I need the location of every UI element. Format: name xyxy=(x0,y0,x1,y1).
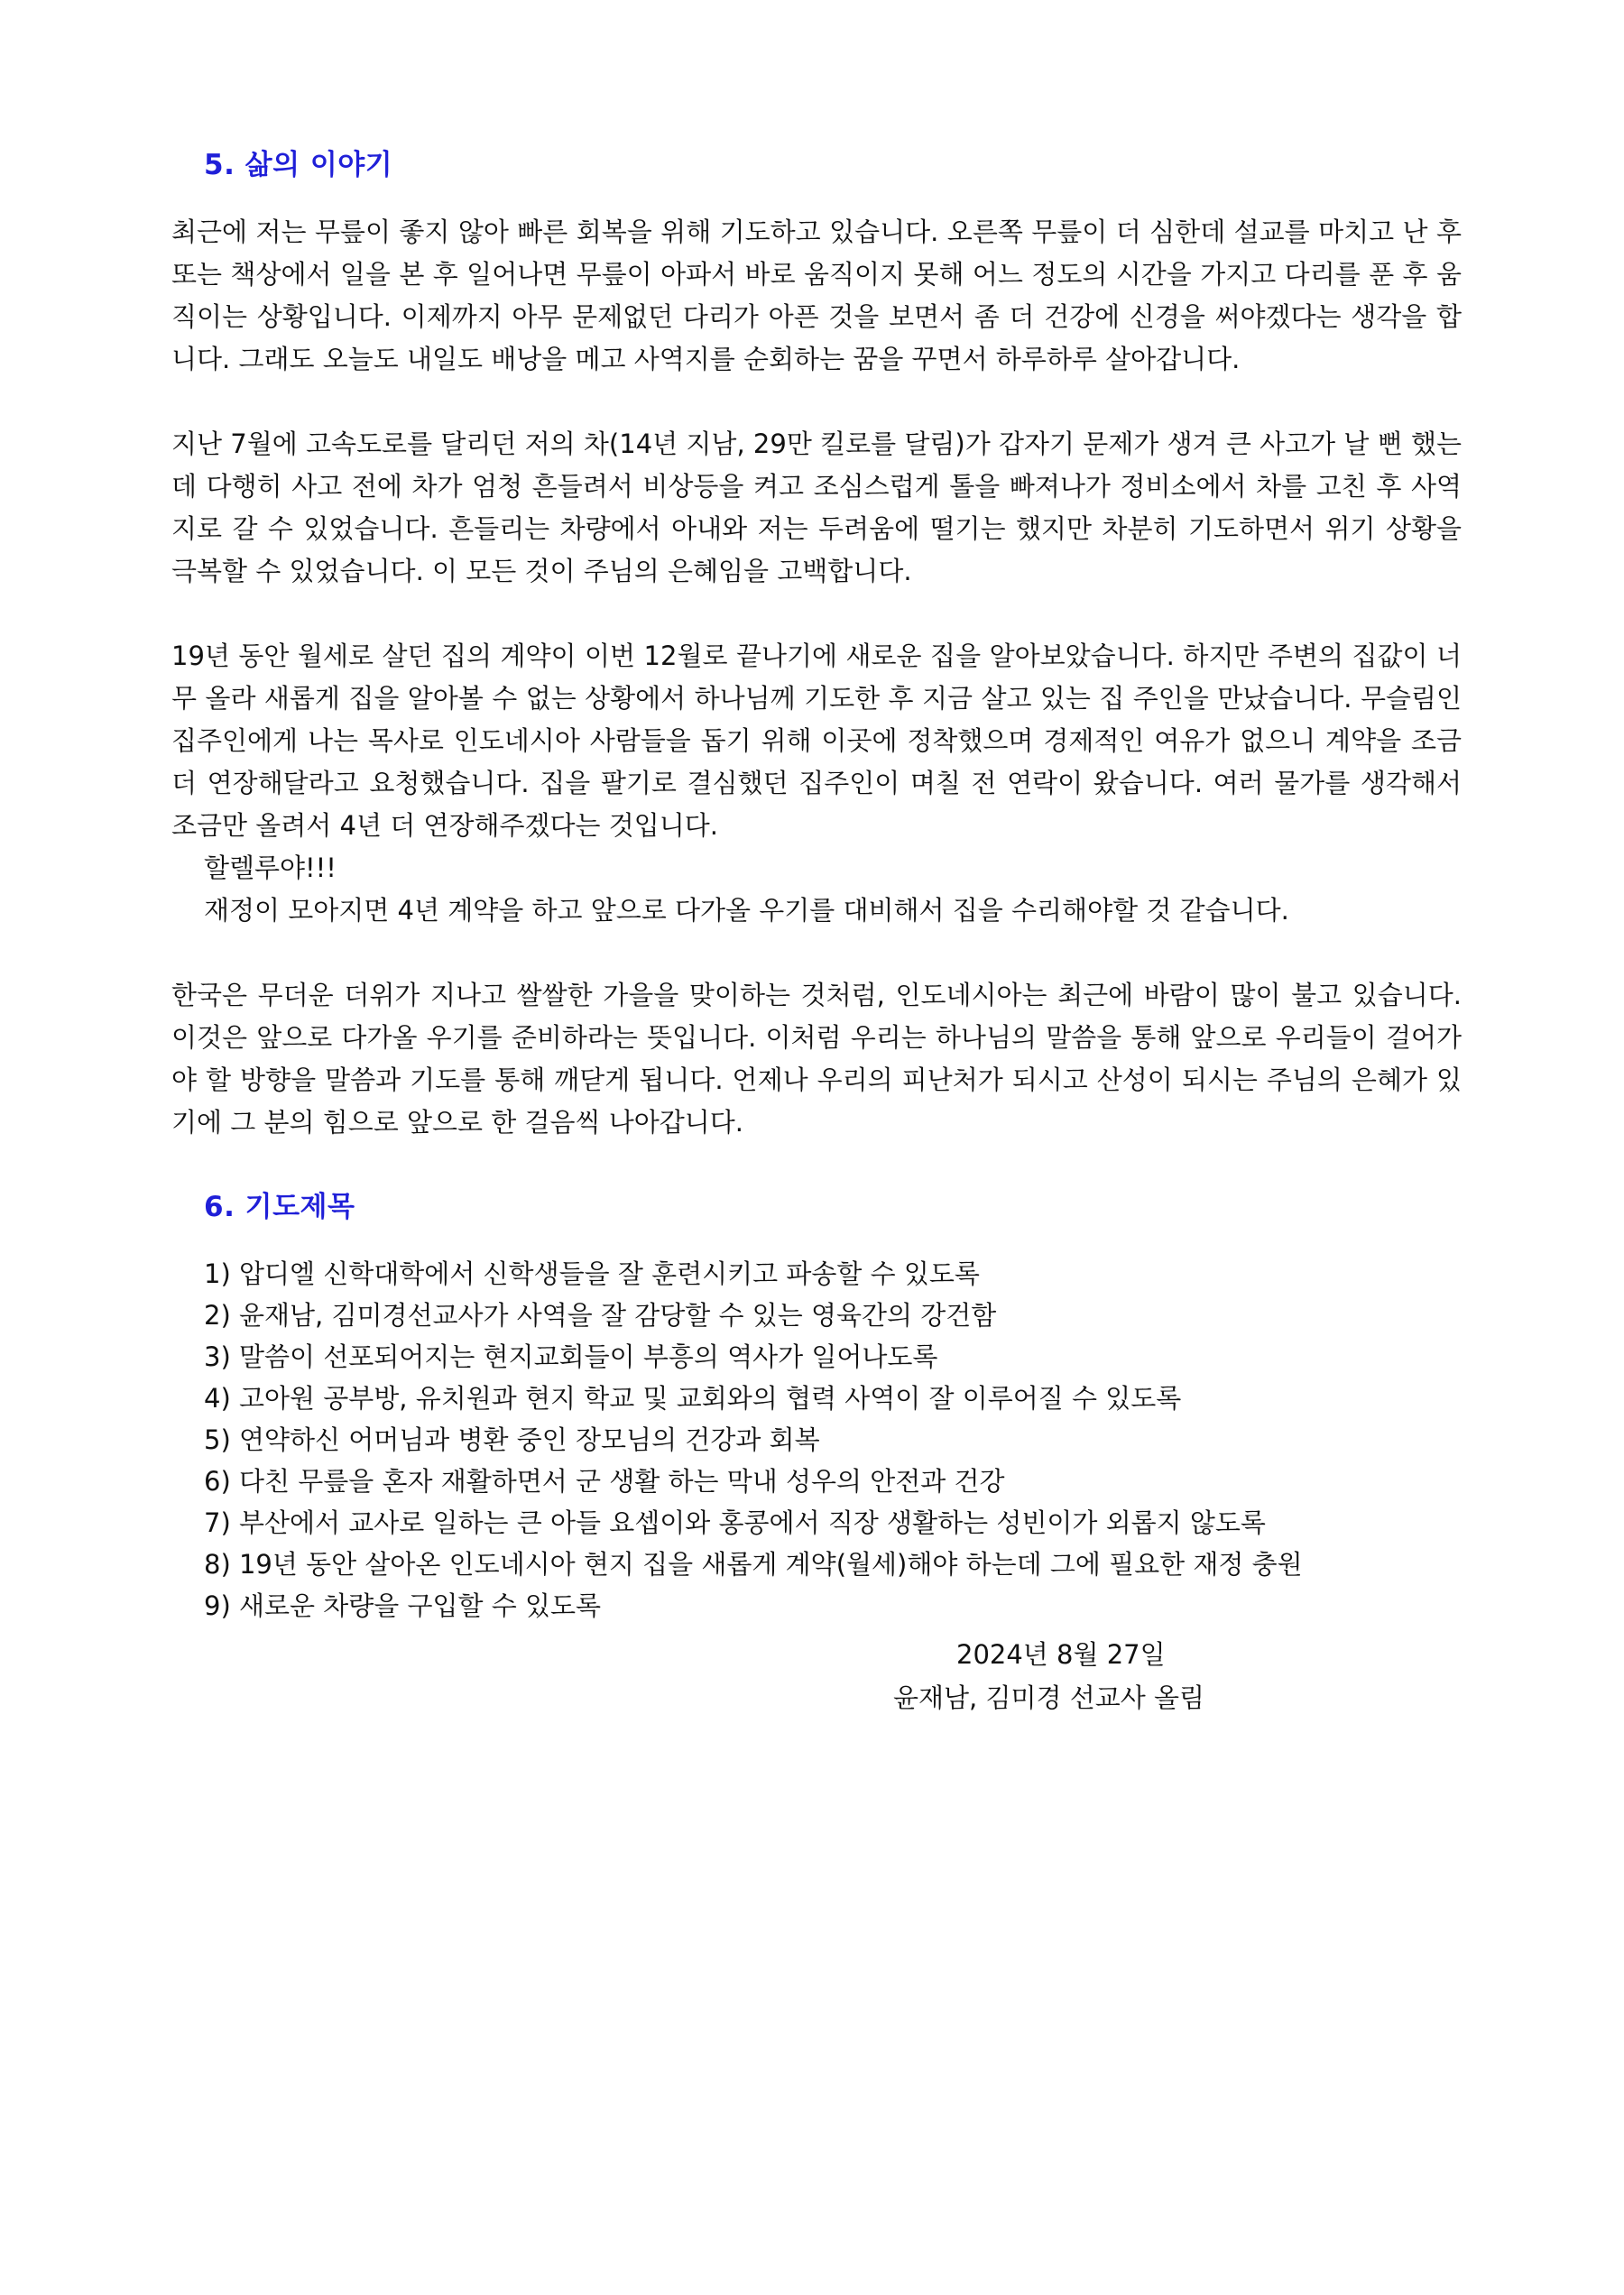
signature-date: 2024년 8월 27일 xyxy=(956,1639,1166,1670)
paragraph-house-contract: 19년 동안 월세로 살던 집의 계약이 이번 12월로 끝나기에 새로운 집을 알아보았습니다. 하지만 주변의 집값이 너무 올라 새롭게 집을 알아볼 수 없는 상황에서 하나님께 기도한 후 지금 살고 있는 집 주인을 만났습니다. 무슬림인 집주인에게 나는 목사로 인도네시아 사람들을 돕기 위해 이곳에 정착했으며 경제적인 여유가 없으니 계약을 조금 더 연장해달라고 요청했습니다. 집을 팔기로 결심했던 집주인이 며칠 전 연락이 왔습니다. 여러 물가를 생각해서 조금만 올려서 4년 더 연장해주겠다는 것입니다. xyxy=(171,641,1462,841)
prayer-item: 2) 윤재남, 김미경선교사가 사역을 잘 감당할 수 있는 영육간의 강건함 xyxy=(204,1300,997,1331)
paragraph-car-incident: 지난 7월에 고속도로를 달리던 저의 차(14년 지남, 29만 킬로를 달림)가 갑자기 문제가 생겨 큰 사고가 날 뻔 했는데 다행히 사고 전에 차가 엄청 흔들려서 비상등을 켜고 조심스럽게 톨을 빠져나가 정비소에서 차를 고친 후 사역지로 갈 수 있었습니다. 흔들리는 차량에서 아내와 저는 두려움에 떨기는 했지만 차분히 기도하면서 위기 상황을 극복할 수 있었습니다. 이 모든 것이 주님의 은혜임을 고백합니다. xyxy=(171,429,1462,586)
prayer-item: 3) 말씀이 선포되어지는 현지교회들이 부흥의 역사가 일어나도록 xyxy=(204,1341,938,1372)
prayer-item: 8) 19년 동안 살아온 인도네시아 현지 집을 새롭게 계약(월세)해야 하는데 그에 필요한 재정 충원 xyxy=(204,1549,1303,1580)
paragraph-rainy-season: 한국은 무더운 더위가 지나고 쌀쌀한 가을을 맞이하는 것처럼, 인도네시아는 최근에 바람이 많이 불고 있습니다. 이것은 앞으로 다가올 우기를 준비하라는 뜻입니다. 이처럼 우리는 하나님의 말씀을 통해 앞으로 우리들이 걸어가야 할 방향을 말씀과 기도를 통해 깨닫게 됩니다. 언제나 우리의 피난처가 되시고 산성이 되시는 주님의 은혜가 있기에 그 분의 힘으로 앞으로 한 걸음씩 나아갑니다. xyxy=(171,980,1462,1138)
prayer-list xyxy=(204,1253,1462,1627)
prayer-item: 5) 연약하신 어머님과 병환 중인 장모님의 건강과 회복 xyxy=(204,1424,820,1455)
paragraph-knee-health: 최근에 저는 무릎이 좋지 않아 빠른 회복을 위해 기도하고 있습니다. 오른쪽 무릎이 더 심한데 설교를 마치고 난 후 또는 책상에서 일을 본 후 일어나면 무릎이 아파서 바로 움직이지 못해 어느 정도의 시간을 가지고 다리를 푼 후 움직이는 상황입니다. 이제까지 아무 문제없던 다리가 아픈 것을 보면서 좀 더 건강에 신경을 써야겠다는 생각을 합니다. 그래도 오늘도 내일도 배낭을 메고 사역지를 순회하는 꿈을 꾸면서 하루하루 살아갑니다. xyxy=(171,217,1462,374)
signature-block xyxy=(893,1633,1254,1719)
spacer xyxy=(171,932,1462,974)
prayer-item: 1) 압디엘 신학대학에서 신학생들을 잘 훈련시키고 파송할 수 있도록 xyxy=(204,1258,980,1289)
prayer-item: 9) 새로운 차량을 구입할 수 있도록 xyxy=(204,1590,602,1621)
letter-body xyxy=(171,144,1462,1627)
section-6-heading: 6. 기도제목 xyxy=(204,1191,355,1223)
signature-name: 윤재남, 김미경 선교사 올림 xyxy=(893,1682,1205,1713)
prayer-item: 4) 고아원 공부방, 유치원과 현지 학교 및 교회와의 협력 사역이 잘 이루어질 수 있도록 xyxy=(204,1383,1182,1414)
prayer-item: 7) 부산에서 교사로 일하는 큰 아들 요셉이와 홍콩에서 직장 생활하는 성빈이가 외롭지 않도록 xyxy=(204,1507,1266,1538)
finance-line: 재정이 모아지면 4년 계약을 하고 앞으로 다가올 우기를 대비해서 집을 수리해야할 것 같습니다. xyxy=(204,895,1289,926)
hallelujah-line: 할렐루야!!! xyxy=(204,853,337,883)
prayer-item: 6) 다친 무릎을 혼자 재활하면서 군 생활 하는 막내 성우의 안전과 건강 xyxy=(204,1466,1005,1497)
section-5-heading: 5. 삶의 이야기 xyxy=(204,149,393,181)
